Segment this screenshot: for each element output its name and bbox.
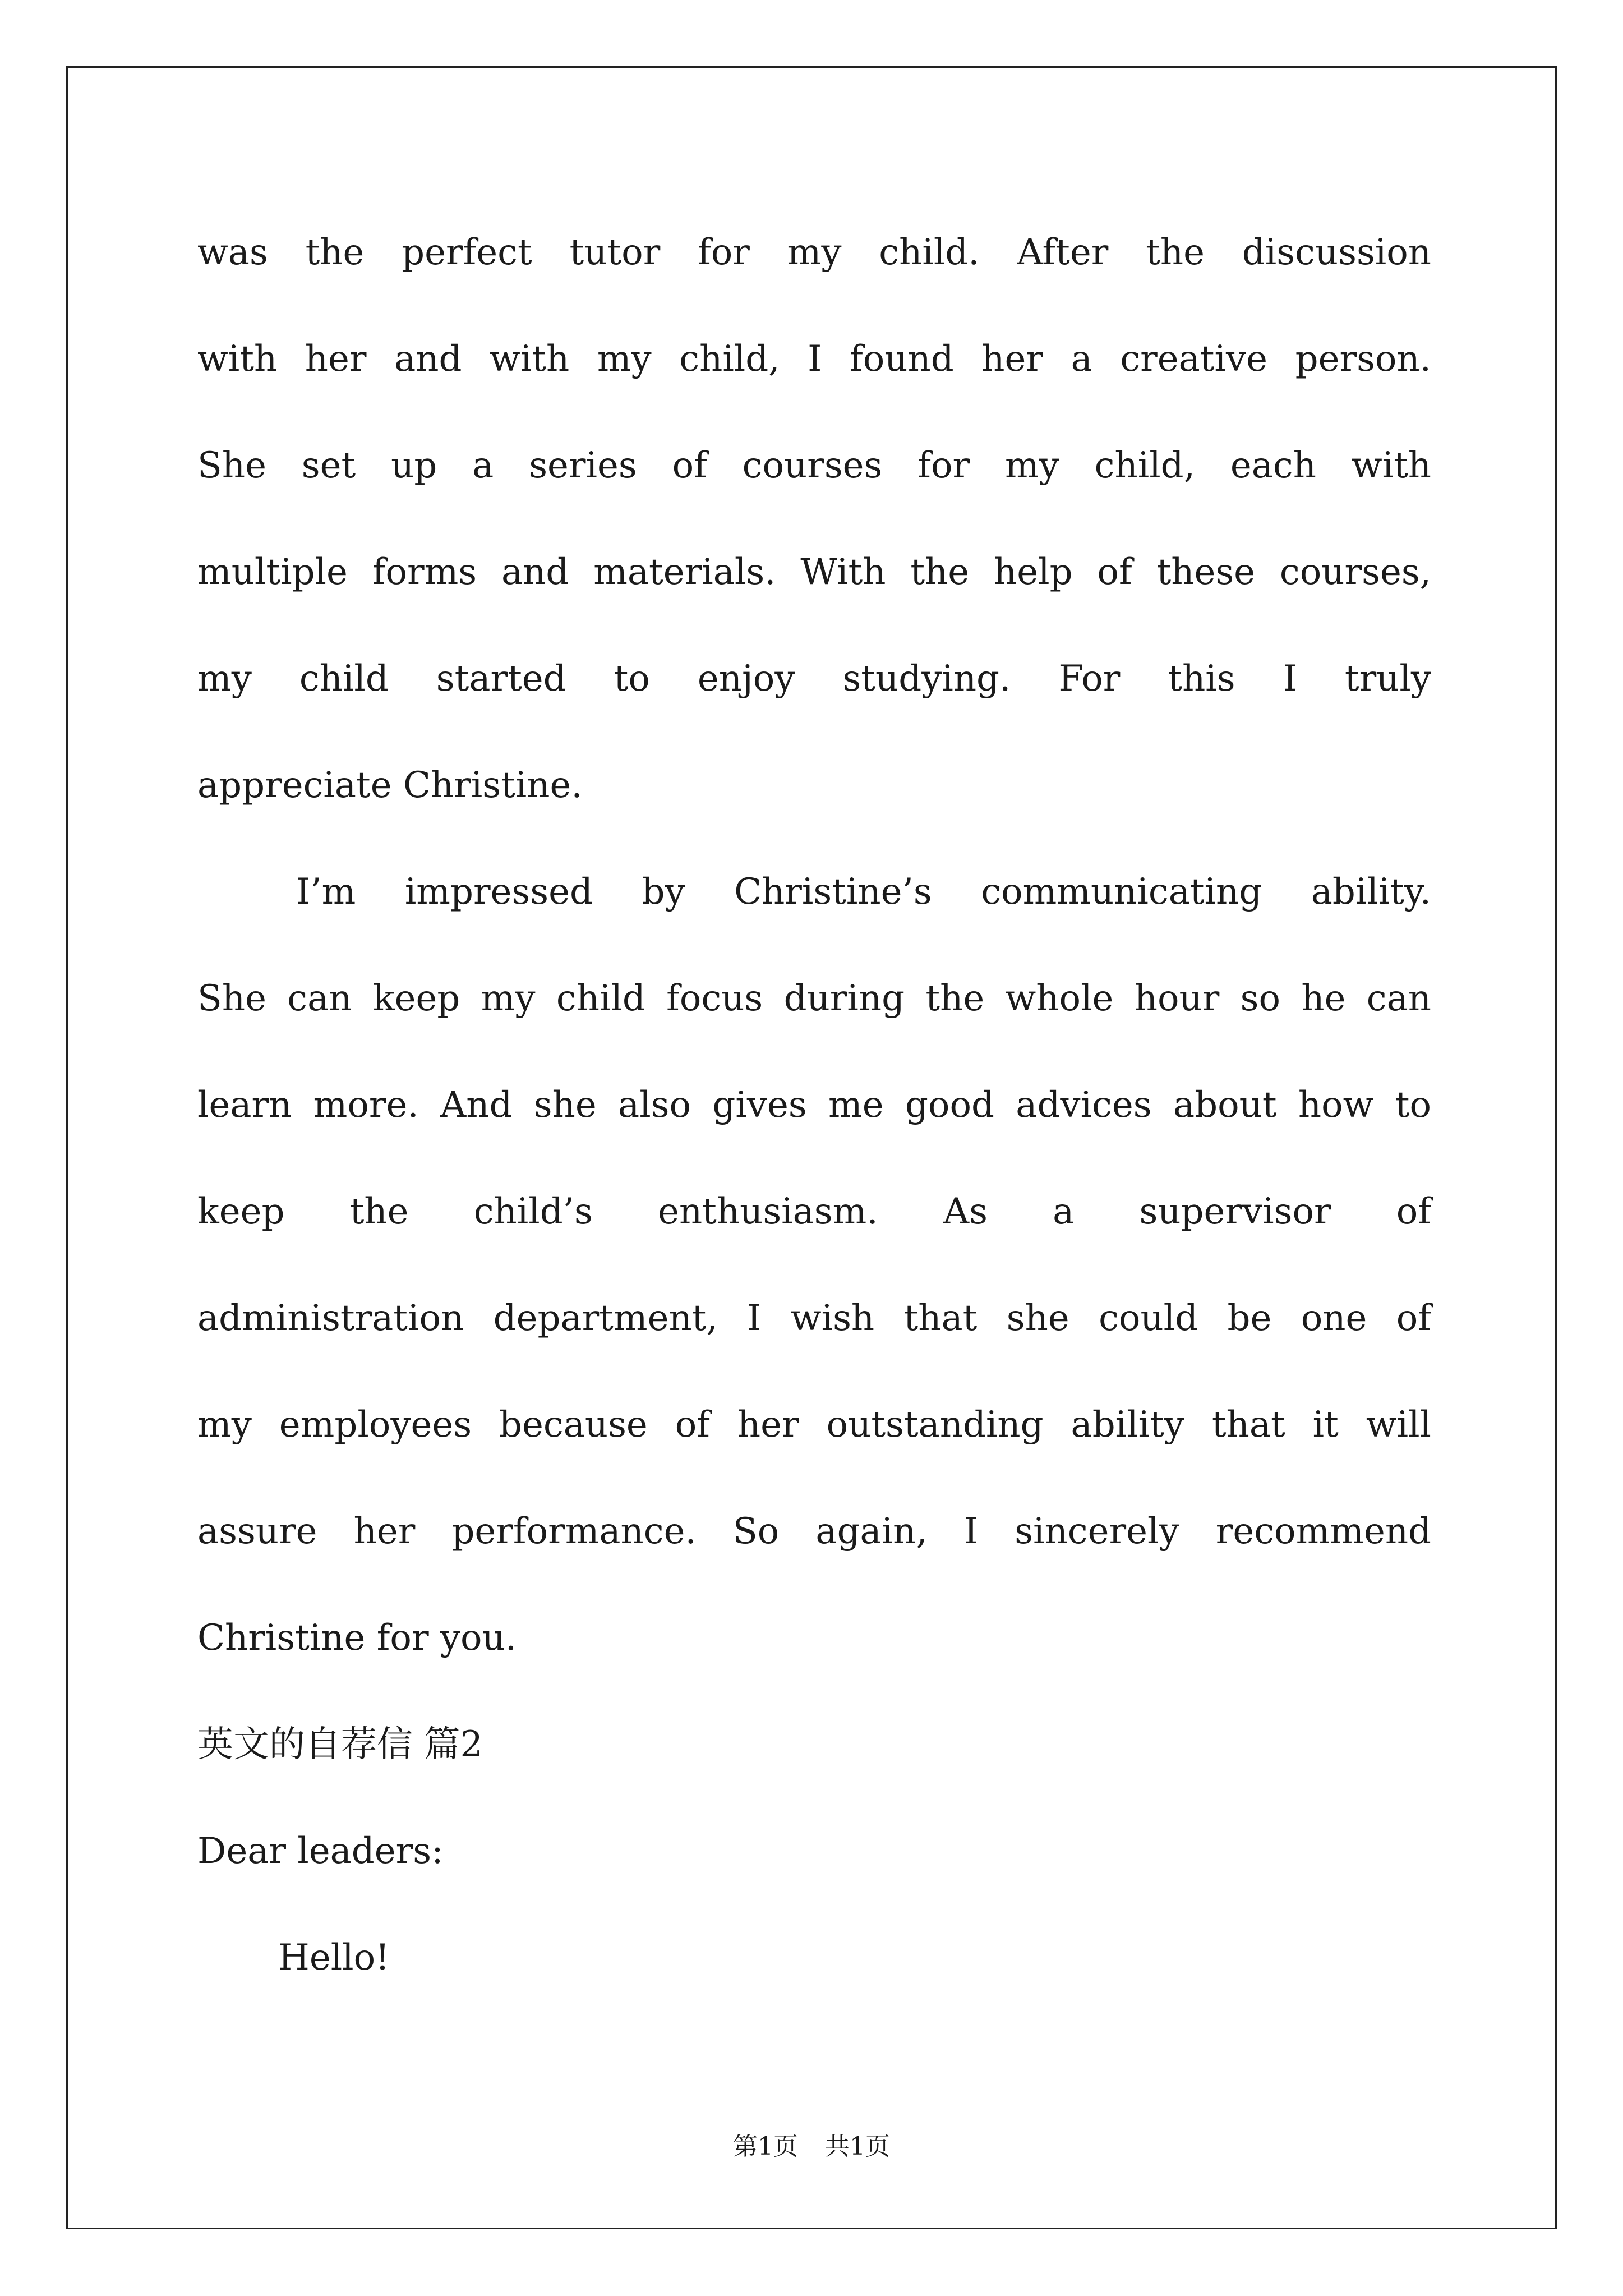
page-footer [0, 2126, 1623, 2162]
body-line: learn more. And she also gives me good advices about how to [197, 1084, 1431, 1126]
greeting: Hello! [278, 1937, 390, 1978]
body-line: appreciate Christine. [197, 765, 583, 806]
page-number: 第1页 [733, 2132, 798, 2161]
body-line: She set up a series of courses for my child, each with [197, 445, 1431, 486]
body-line: She can keep my child focus during the whole hour so he can [197, 978, 1431, 1019]
body-line: assure her performance. So again, I sincerely recommend [197, 1511, 1431, 1552]
page-total: 共1页 [825, 2132, 890, 2161]
body-line: keep the child’s enthusiasm. As a supervisor of [197, 1191, 1431, 1232]
body-line: my child started to enjoy studying. For this I truly [197, 658, 1431, 700]
body-line: my employees because of her outstanding ability that it will [197, 1404, 1431, 1446]
body-line: multiple forms and materials. With the help of these courses, [197, 551, 1431, 593]
salutation: Dear leaders: [197, 1830, 444, 1872]
body-line: Christine for you. [197, 1617, 517, 1659]
body-line: administration department, I wish that she could be one of [197, 1297, 1431, 1339]
section-heading: 英文的自荐信 篇2 [197, 1724, 483, 1765]
body-line: was the perfect tutor for my child. After the discussion [197, 232, 1431, 273]
paragraph-start-line: I’m impressed by Christine’s communicating ability. [296, 871, 1431, 913]
body-line: with her and with my child, I found her a creative person. [197, 338, 1431, 380]
